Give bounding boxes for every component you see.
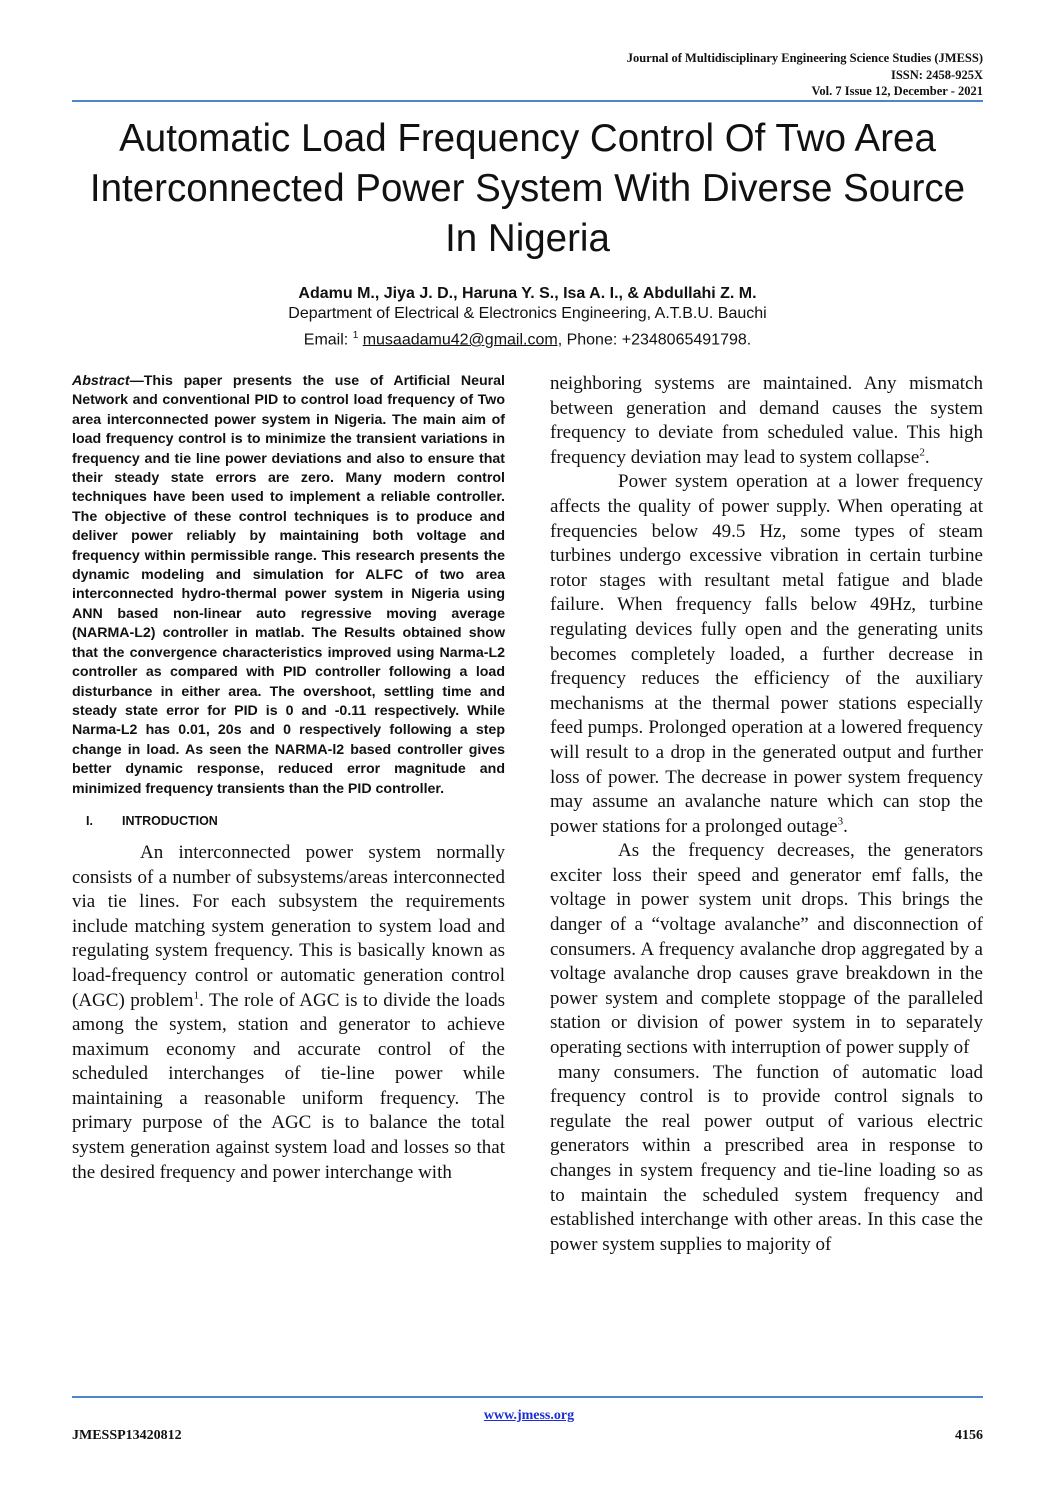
section-heading-introduction [86,811,505,831]
body-text-b-end: . [843,815,848,837]
journal-volume: Vol. 7 Issue 12, December - 2021 [811,84,983,98]
left-column [72,372,505,1185]
phone-text: Phone: +2348065491798. [562,331,752,349]
citation-1: 1 [193,989,200,1002]
intro-text-b: . The role of AGC is to divide the loads among the system, station and generator to achieve maximum economy and accurate control of the scheduled interchanges of tie-line power while maintaining a reasonable uniform frequency. The primary purpose of the AGC is to balance the total system generation against system load and losses so that the desired frequency and power interchange with [72,989,506,1183]
body-paragraph-frequency [550,470,983,839]
paper-title: Automatic Load Frequency Control Of Two Area Interconnected Power System With Diverse Source In Nigeria [89,117,966,260]
citation-2: 2 [919,446,925,459]
page-number: 4156 [955,1428,983,1443]
body-paragraph-avalanche: As the frequency decreases, the generators exciter loss their speed and generator emf falls, the voltage in power system unit drops. This brings the danger of a “voltage avalanche” and disconnection of consumers. A frequency avalanche drop aggregated by a voltage avalanche drop causes grave breakdown in the power system and complete stoppage of the paralleled station or division of power system in to separately operating sections with interruption of power supply of [550,840,983,1059]
intro-text-a: An interconnected power system normally consists of a number of subsystems/areas interconnected via tie lines. For each subsystem the requirements include matching system generation to system load and regulating system frequency. This is basically known as load-frequency control or automatic generation control (AGC) problem [72,841,505,1011]
header-divider [72,100,983,102]
journal-website-link[interactable]: www.jmess.org [483,1408,575,1423]
journal-name: Journal of Multidisciplinary Engineering Science Studies (JMESS) [626,51,983,65]
body-text-a-end: . [924,446,930,468]
email-label: Email: [303,331,353,349]
paper-id: JMESSP13420812 [72,1428,182,1443]
author-affiliation: Department of Electrical & Electronics Engineering, A.T.B.U. Bauchi [288,305,767,322]
email-link[interactable]: musaadamu42@gmail.com, [362,331,563,349]
right-column [550,372,983,1257]
introduction-paragraph-1 [72,841,505,1185]
section-number: I. [86,813,93,828]
section-title: INTRODUCTION [122,813,218,828]
email-superscript: 1 [352,330,359,341]
body-text-a: neighboring systems are maintained. Any mismatch between generation and demand causes the system frequency to deviate from scheduled value. This high frequency deviation may lead to system collapse [550,373,983,468]
body-text-b: Power system operation at a lower frequency affects the quality of power supply. When operating at frequencies below 49.5 Hz, some types of steam turbines undergo excessive vibration in certain turbine rotor stages with resultant metal fatigue and blade failure. When frequency falls below 49Hz, turbine regulating devices fully open and the generating units becomes completely loaded, a further decrease in frequency reduces the efficiency of the auxiliary mechanisms at the thermal power stations especially feed pumps. Prolonged operation at a lowered frequency will result to a drop in the generated output and further loss of power. The decrease in power system frequency may assume an avalanche nature which can stop the power stations for a prolonged outage [550,471,983,837]
abstract-lead: Abstract [72,373,130,389]
abstract-text: —This paper presents the use of Artificial Neural Network and conventional PID to control load frequency of Two area interconnected power system in Nigeria. The main aim of load frequency control is to minimize the transient variations in frequency and tie line power deviations and also to ensure that their steady state errors are zero. Many modern control techniques have been used to implement a reliable controller. The objective of these control techniques is to produce and deliver power reliably by maintaining both voltage and frequency within permissible range. This research presents the dynamic modeling and simulation for ALFC of two area interconnected hydro-thermal power system in Nigeria using ANN based non-linear auto regressive moving average (NARMA-L2) controller in matlab. The Results obtained show that the convergence characteristics improved using Narma-L2 controller as compared with PID controller following a load disturbance in either area. The overshoot, settling time and steady state error for PID is 0 and -0.11 respectively. While Narma-L2 has 0.01, 20s and 0 respectively following a step change in load. As seen the NARMA-l2 based controller gives better dynamic response, reduced error magnitude and minimized frequency transients than the PID controller. [72,373,505,797]
body-paragraph-alfc-function: many consumers. The function of automatic load frequency control is to provide control signals to regulate the real power output of various electric generators within a prescribed area in response to changes in system frequency and tie-line loading so as to maintain the scheduled system frequency and established interchange with other areas. In this case the power system supplies to majority of [550,1061,983,1255]
body-paragraph-continued [550,372,983,470]
author-list: Adamu M., Jiya J. D., Haruna Y. S., Isa A. I., & Abdullahi Z. M. [298,285,757,302]
journal-header [627,50,983,100]
footer-divider [72,1396,983,1398]
journal-issn: ISSN: 2458-925X [890,67,983,82]
citation-3: 3 [837,815,844,828]
author-contact [72,324,983,352]
abstract [72,372,505,799]
